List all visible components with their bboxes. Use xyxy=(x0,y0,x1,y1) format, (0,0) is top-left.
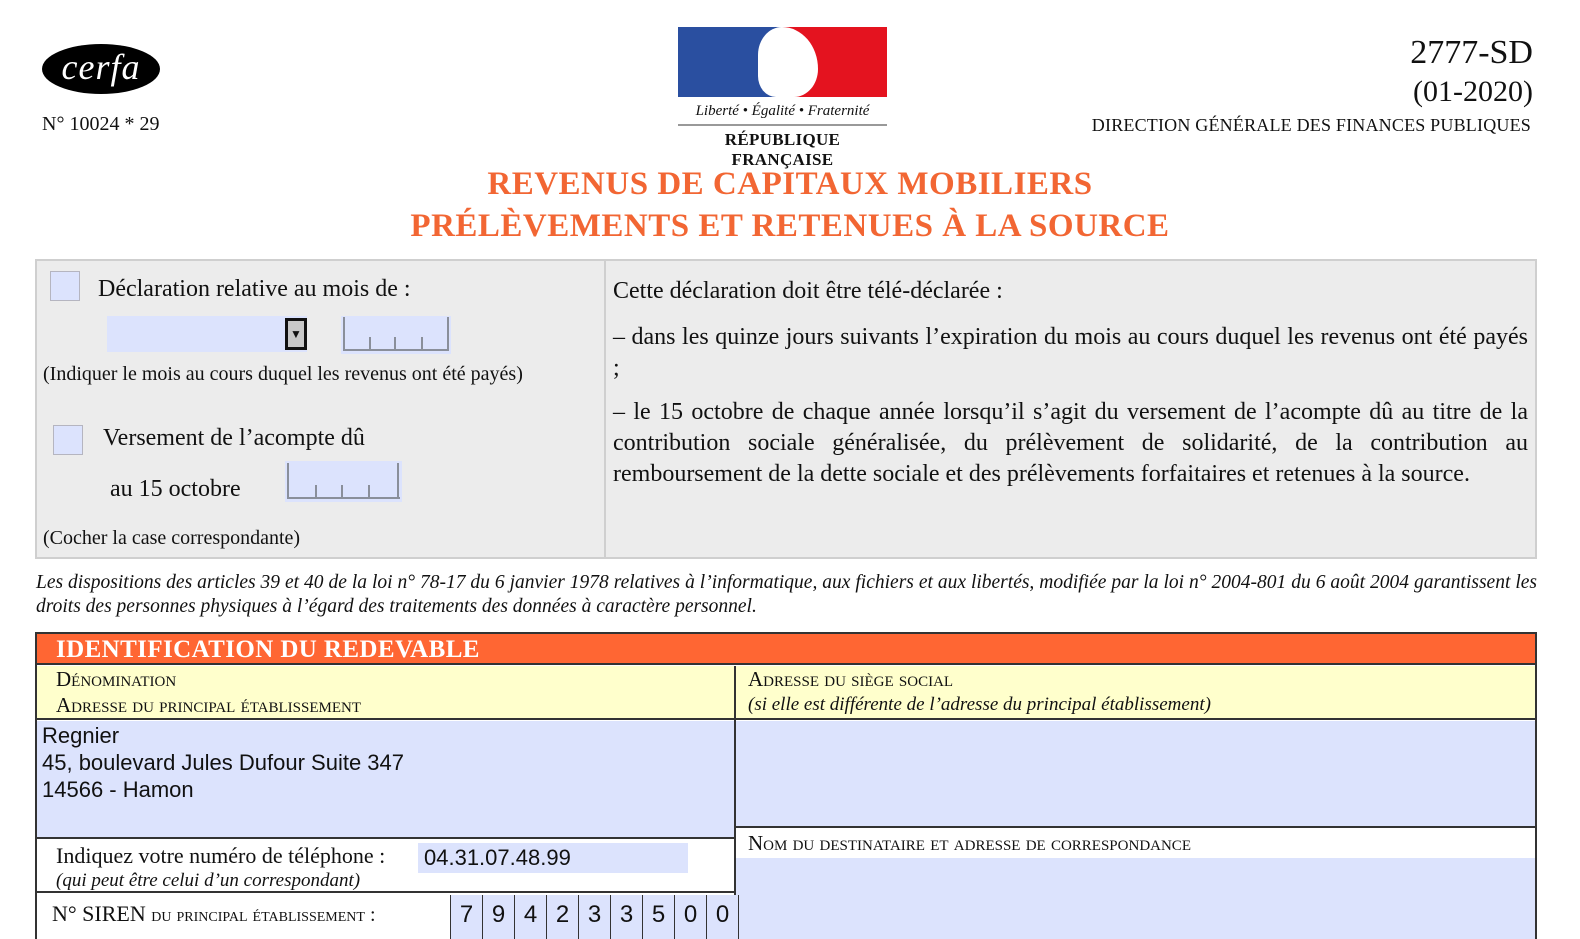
denomination-value: Regnier xyxy=(42,723,120,748)
siege-address-field[interactable] xyxy=(736,721,1535,828)
panel-divider xyxy=(604,260,606,558)
instruction-item-acompte: – le 15 octobre de chaque année lorsqu’il s’agit du versement de l’acompte dû au titre de la contribution sociale généralisée, du prélèvement de solidarité, de la contribution au remboursement de la dette sociale et des prélèvements forfaitaires et retenues à la source. xyxy=(613,399,1528,487)
siren-digit[interactable]: 9 xyxy=(483,895,515,939)
month-select[interactable] xyxy=(107,316,307,352)
principal-address-label: Adresse du principal établissement xyxy=(56,693,362,717)
siren-digit[interactable]: 2 xyxy=(547,895,579,939)
street-value: 45, boulevard Jules Dufour Suite 347 xyxy=(42,750,405,775)
chevron-down-icon[interactable]: ▼ xyxy=(285,318,307,350)
form-version: (01-2020) xyxy=(1413,75,1533,108)
siren-digit[interactable]: 7 xyxy=(451,895,483,939)
denomination-label: Dénomination xyxy=(56,667,177,691)
form-code: 2777-SD xyxy=(1410,34,1533,71)
principal-address-field[interactable] xyxy=(37,721,734,839)
siren-label xyxy=(52,901,376,927)
siege-address-hint: (si elle est différente de l’adresse du principal établissement) xyxy=(748,694,1211,715)
siren-digit[interactable]: 3 xyxy=(611,895,643,939)
monthly-declaration-label: Déclaration relative au mois de : xyxy=(98,276,411,302)
cerfa-number: N° 10024 * 29 xyxy=(42,113,160,135)
instruction-item-monthly: – dans les quinze jours suivants l’expiration du mois au cours duquel les revenus ont été payés ; xyxy=(613,324,1528,381)
acompte-sublabel: au 15 octobre xyxy=(110,476,241,502)
section-header: IDENTIFICATION DU REDEVABLE xyxy=(37,634,1535,665)
siren-digit[interactable]: 5 xyxy=(643,895,675,939)
acompte-checkbox[interactable] xyxy=(53,425,83,455)
month-year-input[interactable] xyxy=(341,316,451,354)
destinataire-field[interactable] xyxy=(736,858,1535,939)
destinataire-label: Nom du destinataire et adresse de correspondance xyxy=(748,831,1191,855)
legal-notice: Les dispositions des articles 39 et 40 de la loi n° 78-17 du 6 janvier 1978 relatives à l’informatique, aux fichiers et aux libertés, modifiée par la loi n° 2004-801 du 6 août 2004 garantissent les droits des personnes physiques à l’égard des traitements des données à caractère personnel. xyxy=(36,572,1537,617)
administration-name: DIRECTION GÉNÉRALE DES FINANCES PUBLIQUES xyxy=(1091,115,1531,135)
instruction-heading: Cette déclaration doit être télé-déclarée : xyxy=(613,278,1003,304)
monthly-declaration-checkbox[interactable] xyxy=(50,271,80,301)
acompte-year-input[interactable] xyxy=(285,461,402,502)
siren-label-main: N° SIREN xyxy=(52,901,146,926)
acompte-label: Versement de l’acompte dû xyxy=(103,425,365,451)
siren-label-sub: du principal établissement : xyxy=(151,904,376,926)
republic-motto: Liberté • Égalité • Fraternité xyxy=(678,103,887,126)
phone-input[interactable]: 04.31.07.48.99 xyxy=(418,843,688,873)
form-title-line1: REVENUS DE CAPITAUX MOBILIERS xyxy=(487,166,1093,202)
siege-address-label: Adresse du siège social xyxy=(748,667,954,691)
siren-input[interactable] xyxy=(450,895,739,939)
siren-digit[interactable]: 3 xyxy=(579,895,611,939)
check-hint: (Cocher la case correspondante) xyxy=(43,527,301,549)
marianne-logo-icon xyxy=(678,27,887,97)
cerfa-logo: cerfa xyxy=(42,44,160,94)
siren-digit[interactable]: 0 xyxy=(707,895,739,939)
republic-name: RÉPUBLIQUE FRANÇAISE xyxy=(724,130,841,169)
phone-hint: (qui peut être celui d’un correspondant) xyxy=(56,870,361,891)
phone-label: Indiquez votre numéro de téléphone : xyxy=(56,843,386,868)
form-title-line2: PRÉLÈVEMENTS ET RETENUES À LA SOURCE xyxy=(410,208,1170,244)
city-value: 14566 - Hamon xyxy=(42,777,194,802)
monthly-hint: (Indiquer le mois au cours duquel les revenus ont été payés) xyxy=(43,363,523,385)
siren-digit[interactable]: 0 xyxy=(675,895,707,939)
siren-digit[interactable]: 4 xyxy=(515,895,547,939)
